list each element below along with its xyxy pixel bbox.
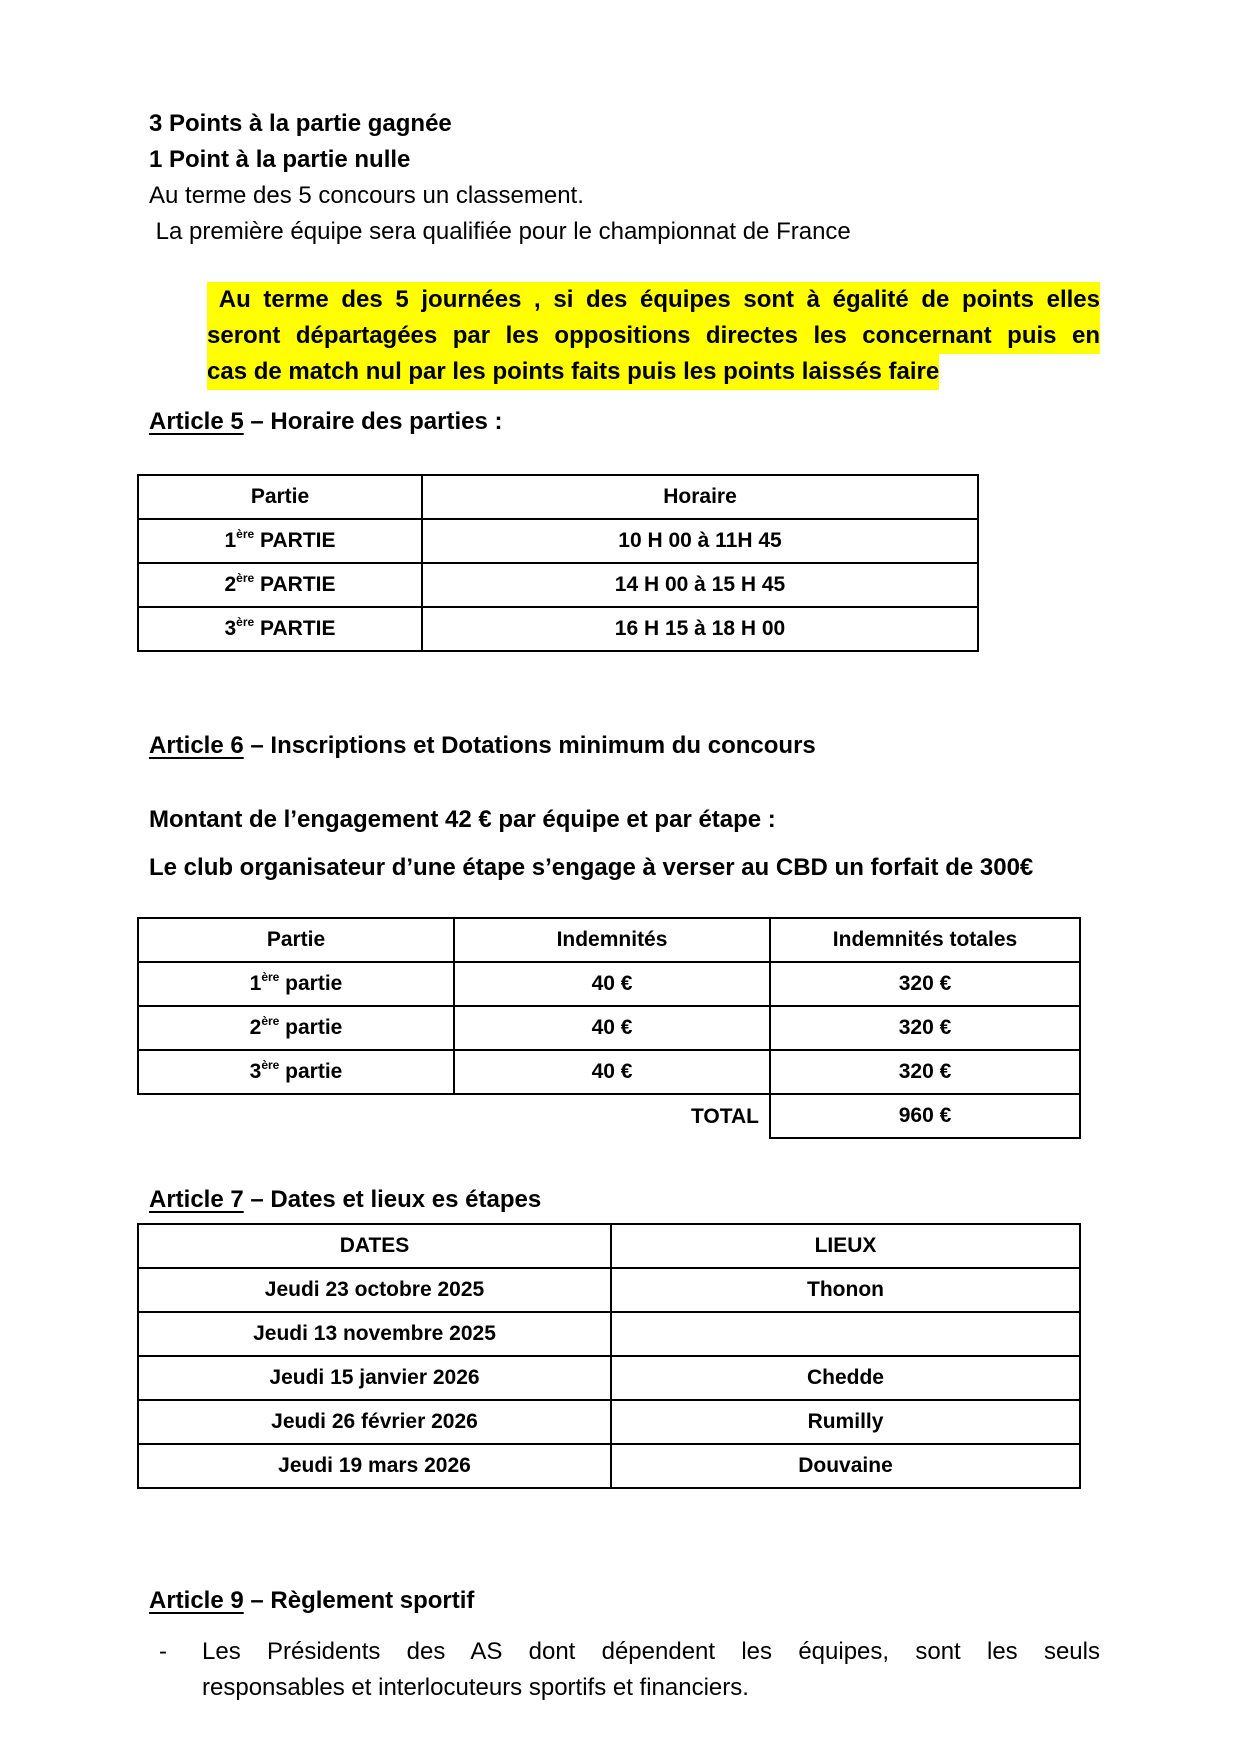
partie-cell: 3ère PARTIE [138,607,422,651]
table-row [138,1312,1080,1356]
ranking-text: Au terme des 5 concours un classement. [149,182,584,209]
tiebreak-line-3: cas de match nul par les points faits puis les points laissés faire [207,354,939,390]
table-header-row [138,475,978,519]
tiebreak-line-1: Au terme des 5 journées , si des équipes sont à égalité de points elles [207,282,1100,318]
table-row [138,1444,1080,1488]
lieu-cell: Thonon [611,1268,1080,1312]
col-header-partie: Partie [138,475,422,519]
table-row [138,962,1080,1006]
partie-cell: 1ère partie [138,962,454,1006]
total-row [138,1094,1080,1138]
bullet-line-2: responsables et interlocuteurs sportifs et financiers. [202,1674,749,1701]
rule-win-points: 3 Points à la partie gagnée [149,110,452,137]
total-value: 960 € [770,1094,1080,1138]
tiebreak-highlight [207,282,1100,390]
lieu-cell: Rumilly [611,1400,1080,1444]
table-row [138,1006,1080,1050]
lieu-cell: Chedde [611,1356,1080,1400]
bullet-text [202,1634,1100,1706]
total-label: TOTAL [690,1104,759,1128]
col-header-indemnites: Indemnités [454,918,770,962]
dates-table [137,1223,1081,1489]
schedule-table [137,474,979,652]
article-7-label: Article 7 [149,1186,244,1213]
lieu-cell [611,1312,1080,1356]
date-cell: Jeudi 13 novembre 2025 [138,1312,611,1356]
article-6-title: – Inscriptions et Dotations minimum du concours [243,732,816,759]
table-row [138,563,978,607]
organizer-fee-text: Le club organisateur d’une étape s’engage à verser au CBD un forfait de 300€ [149,854,1034,881]
lieu-cell: Douvaine [611,1444,1080,1488]
horaire-cell: 10 H 00 à 11H 45 [422,519,978,563]
table-header-row [138,1224,1080,1268]
article-9-label: Article 9 [149,1587,244,1614]
date-cell: Jeudi 19 mars 2026 [138,1444,611,1488]
col-header-lieux: LIEUX [611,1224,1080,1268]
indemnite-cell: 40 € [454,962,770,1006]
indemnities-table [137,917,1081,1139]
article-7-title: – Dates et lieux es étapes [243,1186,542,1213]
article-5-heading [149,408,503,436]
table-row [138,1050,1080,1094]
table-row [138,1268,1080,1312]
total-cell: 320 € [770,962,1080,1006]
indemnite-cell: 40 € [454,1050,770,1094]
bullet-line-1: Les Présidents des AS dont dépendent les équipes, sont les seuls [202,1638,1100,1665]
article-6-label: Article 6 [149,732,244,759]
col-header-indemnites-totales: Indemnités totales [770,918,1080,962]
indemnite-cell: 40 € [454,1006,770,1050]
table-row [138,607,978,651]
horaire-cell: 16 H 15 à 18 H 00 [422,607,978,651]
table-row [138,1400,1080,1444]
entry-fee-text: Montant de l’engagement 42 € par équipe et par étape : [149,806,776,833]
tiebreak-line-2: seront départagées par les oppositions directes les concernant puis en [207,318,1100,354]
date-cell: Jeudi 26 février 2026 [138,1400,611,1444]
article-5-title: – Horaire des parties : [243,408,503,435]
bullet-marker: - [159,1638,167,1665]
horaire-cell: 14 H 00 à 15 H 45 [422,563,978,607]
table-row [138,1356,1080,1400]
qualification-text: La première équipe sera qualifiée pour le championnat de France [149,218,851,245]
partie-cell: 1ère PARTIE [138,519,422,563]
article-9-heading [149,1587,474,1615]
col-header-dates: DATES [138,1224,611,1268]
article-9-title: – Règlement sportif [243,1587,475,1614]
total-cell: 320 € [770,1006,1080,1050]
table-header-row [138,918,1080,962]
article-6-heading [149,732,816,760]
partie-cell: 2ère partie [138,1006,454,1050]
col-header-horaire: Horaire [422,475,978,519]
table-row [138,519,978,563]
date-cell: Jeudi 15 janvier 2026 [138,1356,611,1400]
article-5-label: Article 5 [149,408,244,435]
col-header-partie: Partie [138,918,454,962]
rule-draw-points: 1 Point à la partie nulle [149,146,411,173]
total-cell: 320 € [770,1050,1080,1094]
partie-cell: 2ère PARTIE [138,563,422,607]
date-cell: Jeudi 23 octobre 2025 [138,1268,611,1312]
article-7-heading [149,1186,541,1214]
partie-cell: 3ère partie [138,1050,454,1094]
